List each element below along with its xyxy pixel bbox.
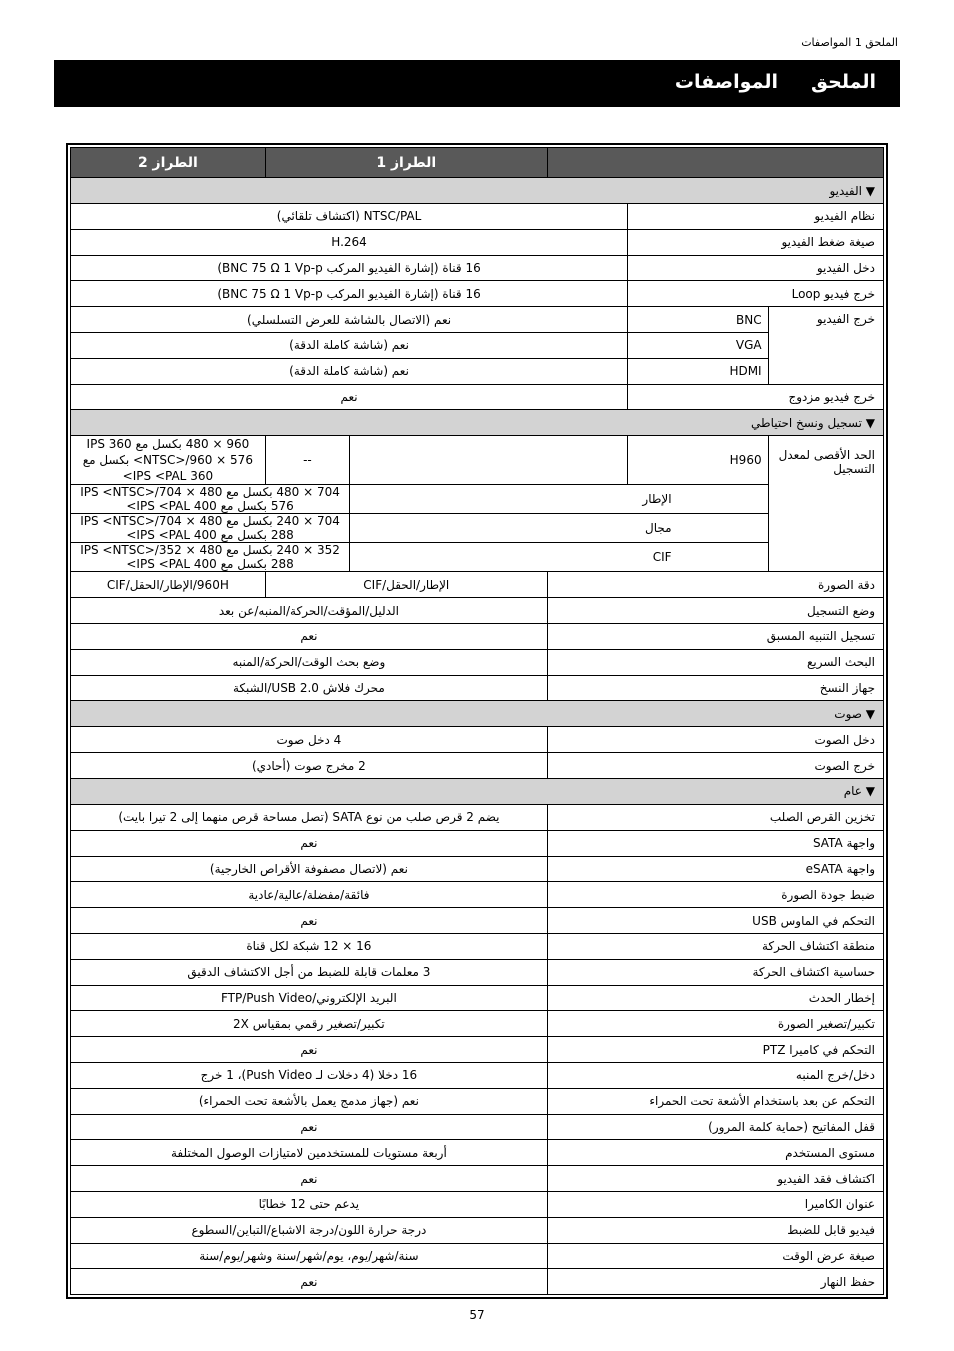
table-row	[71, 485, 884, 514]
model1-value: الإطار/الحقل/CIF	[265, 572, 547, 598]
row-value: 16 قناة (إشارة الفيديو المركب BNC 75 Ω 1 Vp-p)	[71, 281, 628, 307]
table-row	[71, 1011, 884, 1037]
row-label: تخزين القرص الصلب	[547, 804, 883, 830]
row-label: صيغة ضغط الفيديو	[628, 229, 884, 255]
row-label: خرج فيديو مزدوج	[628, 384, 884, 410]
row-label: دخل/خرج المنبه	[547, 1062, 883, 1088]
row-value: يدعم حتى 12 خطابًا	[71, 1191, 548, 1217]
row-label: البحث السريع	[547, 649, 883, 675]
row-label: حفظ النهار	[547, 1269, 883, 1295]
row-value: 2 مخرج صوت (أحادي)	[71, 753, 548, 779]
row-value: سنة/شهر/يوم، يوم/شهر/سنة وشهر/يوم/سنة	[71, 1243, 548, 1269]
row-value: تكبير/تصغير رقمي بمقياس 2X	[71, 1011, 548, 1037]
row-label: عنوان الكاميرا	[547, 1191, 883, 1217]
section-title: ▼ تسجيل ونسخ احتياطي	[71, 410, 884, 436]
table-row	[71, 908, 884, 934]
row-value: نعم	[71, 1166, 548, 1192]
row-sublabel: CIF	[350, 543, 769, 572]
row-value: نعم	[71, 830, 548, 856]
model-value: 704 × 240 بكسل مع 480 IPS <NTSC>/704 × 288 بكسل مع 400 IPS <PAL>	[71, 514, 350, 543]
row-value: نعم (شاشة كاملة الدقة)	[71, 332, 628, 358]
section-title: ▼ عام	[71, 778, 884, 804]
row-value: نعم (لاتصال مصفوفة الأقراص الخارجية)	[71, 856, 548, 882]
model2-value: 960 × 480 بكسل مع 360 IPS <NTSC>/960 × 576 بكسل مع 360 IPS <PAL>	[71, 436, 266, 485]
section-general	[71, 778, 884, 804]
row-value: نعم (شاشة كاملة الدقة)	[71, 358, 628, 384]
table-row	[71, 727, 884, 753]
row-label: تسجيل التنبيه المسبق	[547, 623, 883, 649]
row-value: فائقة/مفضلة/عالية/عادية	[71, 882, 548, 908]
row-value: وضع بحث الوقت/الحركة/المنبه	[71, 649, 548, 675]
section-title: ▼ الفيديو	[71, 178, 884, 204]
table-row	[71, 1191, 884, 1217]
row-label: واجهة eSATA	[547, 856, 883, 882]
row-value: 16 دخلا (4 دخلات لـ Push Video)، 1 خرج	[71, 1062, 548, 1088]
row-sublabel: BNC	[628, 307, 769, 333]
page-number: 57	[469, 1308, 485, 1322]
row-label: قفل المفاتيح (حماية كلمة المرور)	[547, 1114, 883, 1140]
table-row	[71, 1114, 884, 1140]
model1-column-header: الطراز 1	[265, 148, 547, 178]
row-label: واجهة SATA	[547, 830, 883, 856]
row-label: اكتشاف فقد الفيديو	[547, 1166, 883, 1192]
row-label: ضبط جودة الصورة	[547, 882, 883, 908]
spec-table	[70, 147, 884, 1295]
row-value: نعم	[71, 1269, 548, 1295]
row-label: مستوى المستخدم	[547, 1140, 883, 1166]
spec-table-frame	[66, 143, 888, 1299]
table-row	[71, 1269, 884, 1295]
row-value: يضم 2 قرص صلب من نوع SATA (تصل مساحة قرص منهما إلى 2 تيرا بايت)	[71, 804, 548, 830]
row-value: نعم (جهاز مدمج يعمل بالأشعة تحت الحمراء)	[71, 1088, 548, 1114]
row-label: تكبير/تصغير الصورة	[547, 1011, 883, 1037]
table-row	[71, 358, 884, 384]
table-row	[71, 1217, 884, 1243]
table-row	[71, 307, 884, 333]
row-label: التحكم في كاميرا PTZ	[547, 1037, 883, 1063]
row-sublabel: VGA	[628, 332, 769, 358]
row-value: نعم	[71, 1037, 548, 1063]
table-row	[71, 436, 884, 485]
table-row	[71, 649, 884, 675]
section-audio	[71, 701, 884, 727]
row-label: فيديو قابل للضبط	[547, 1217, 883, 1243]
row-value: البريد الإلكتروني/FTP/Push Video	[71, 985, 548, 1011]
table-row	[71, 856, 884, 882]
section-title: ▼ صوت	[71, 701, 884, 727]
table-row	[71, 830, 884, 856]
table-row	[71, 384, 884, 410]
table-row	[71, 1166, 884, 1192]
table-row	[71, 204, 884, 230]
table-row	[71, 598, 884, 624]
row-value: درجة حرارة اللون/درجة الاشباع/التباين/السطوع	[71, 1217, 548, 1243]
row-value: نعم	[71, 908, 548, 934]
row-label: دخل الصوت	[547, 727, 883, 753]
row-value: نعم	[71, 384, 628, 410]
table-row	[71, 1037, 884, 1063]
table-row	[71, 1140, 884, 1166]
row-label: صيغة عرض الوقت	[547, 1243, 883, 1269]
table-row	[71, 514, 884, 543]
section-recording	[71, 410, 884, 436]
title-bar	[54, 60, 900, 107]
page-title: الملحق المواصفات	[674, 71, 876, 93]
row-label: منطقة اكتشاف الحركة	[547, 933, 883, 959]
general-rows	[71, 804, 884, 1294]
row-label: دقة الصورة	[547, 572, 883, 598]
table-row	[71, 675, 884, 701]
row-value: أربعة مستويات للمستخدمين لامتيازات الوصول المختلفة	[71, 1140, 548, 1166]
row-label: الحد الأقصى لمعدل التسجيل	[768, 436, 883, 572]
table-row	[71, 543, 884, 572]
row-value: 4 دخل صوت	[71, 727, 548, 753]
row-value: محرك فلاش USB 2.0/الشبكة	[71, 675, 548, 701]
table-row	[71, 229, 884, 255]
table-row	[71, 882, 884, 908]
row-value: 16 قناة (إشارة الفيديو المركب BNC 75 Ω 1 Vp-p)	[71, 255, 628, 281]
row-label: التحكم في الماوس USB	[547, 908, 883, 934]
row-label: وضع التسجيل	[547, 598, 883, 624]
table-row	[71, 985, 884, 1011]
table-row	[71, 572, 884, 598]
row-value: الدليل/المؤقت/الحركة/المنبه/عن بعد	[71, 598, 548, 624]
row-label: خرج الصوت	[547, 753, 883, 779]
row-label: حساسية اكتشاف الحركة	[547, 959, 883, 985]
row-label: خرج فيديو Loop	[628, 281, 884, 307]
model1-value: --	[265, 436, 349, 485]
row-value: نعم (الاتصال بالشاشة للعرض التسلسلي)	[71, 307, 628, 333]
model2-value: 960H/الإطار/الحقل/CIF	[71, 572, 266, 598]
row-sublabel: الإطار	[350, 485, 769, 514]
row-sublabel: مجال	[350, 514, 769, 543]
model-value: 352 × 240 بكسل مع 480 IPS <NTSC>/352 × 288 بكسل مع 400 IPS <PAL>	[71, 543, 350, 572]
row-sublabel: HDMI	[628, 358, 769, 384]
model-value: 704 × 480 بكسل مع 480 IPS <NTSC>/704 × 576 بكسل مع 400 IPS <PAL>	[71, 485, 350, 514]
row-label: جهاز النسخ	[547, 675, 883, 701]
running-header: الملحق 1 المواصفات	[801, 36, 898, 49]
table-row	[71, 281, 884, 307]
table-row	[71, 1243, 884, 1269]
model2-column-header: الطراز 2	[71, 148, 266, 178]
section-video	[71, 178, 884, 204]
row-value: 3 معلمات قابلة للضبط من أجل الاكتشاف الدقيق	[71, 959, 548, 985]
row-label: نظام الفيديو	[628, 204, 884, 230]
row-label: إخطار الحدث	[547, 985, 883, 1011]
row-label: خرج الفيديو	[768, 307, 883, 384]
table-row	[71, 1088, 884, 1114]
row-value: H.264	[71, 229, 628, 255]
table-row	[71, 255, 884, 281]
row-label: التحكم عن بعد باستخدام الأشعة تحت الحمراء	[547, 1088, 883, 1114]
row-label: دخل الفيديو	[628, 255, 884, 281]
table-row	[71, 753, 884, 779]
table-row	[71, 933, 884, 959]
table-row	[71, 332, 884, 358]
table-row	[71, 1062, 884, 1088]
table-row	[71, 804, 884, 830]
row-value: نعم	[71, 1114, 548, 1140]
row-value: نعم	[71, 623, 548, 649]
row-value: 16 × 12 شبكة لكل قناة	[71, 933, 548, 959]
table-row	[71, 959, 884, 985]
spec-column-header	[547, 148, 883, 178]
row-sublabel: H960	[628, 436, 769, 485]
table-row	[71, 623, 884, 649]
row-value: NTSC/PAL (اكتشاف تلقائي)	[71, 204, 628, 230]
table-header-row	[71, 148, 884, 178]
